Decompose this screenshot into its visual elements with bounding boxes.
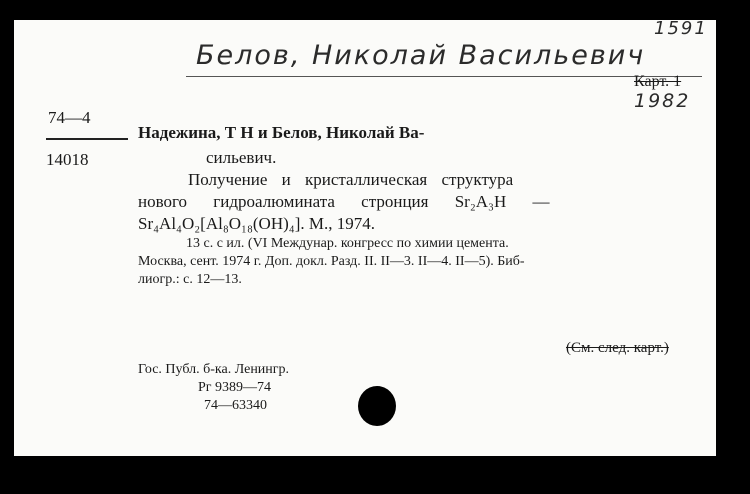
handwritten-underline [186,76,702,77]
description-line-1: 13 с. с ил. (VI Междунар. конгресс по химии цемента. [186,236,509,251]
title-line-1: Получение и кристаллическая структура [188,170,514,189]
library-number: 74—63340 [204,398,267,413]
author-line-1: Надежина, Т Н и Белов, Николай Ва- [138,123,425,142]
description-line-3: лиогр.: с. 12—13. [138,272,242,287]
corner-number: 1591 [654,18,708,39]
library-name: Гос. Публ. б-ка. Ленингр. [138,362,290,377]
call-number-bottom: 14018 [46,150,89,169]
catalog-card [14,20,716,456]
see-next-card: (См. след. карт.) [566,340,669,356]
handwritten-author: Белов, Николай Васильевич [196,40,646,71]
description-line-2: Москва, сент. 1974 г. Доп. докл. Разд. II. II—3. II—4. II—5). Биб- [138,254,525,269]
call-number-top: 74—4 [48,108,91,127]
ink-blot [358,386,396,426]
title-line-2: нового гидроалюмината стронция Sr₂A₃H — [138,192,550,211]
title-line-3: Sr₄Al₄O₂[Al₈O₁₈(OH)₄]. М., 1974. [138,214,375,233]
karta-year: 1982 [634,90,691,112]
call-number-rule [46,138,128,140]
karta-old: Карт. 1 [634,73,682,90]
author-line-2: сильевич. [206,148,277,167]
library-code: Рг 9389—74 [198,380,272,395]
